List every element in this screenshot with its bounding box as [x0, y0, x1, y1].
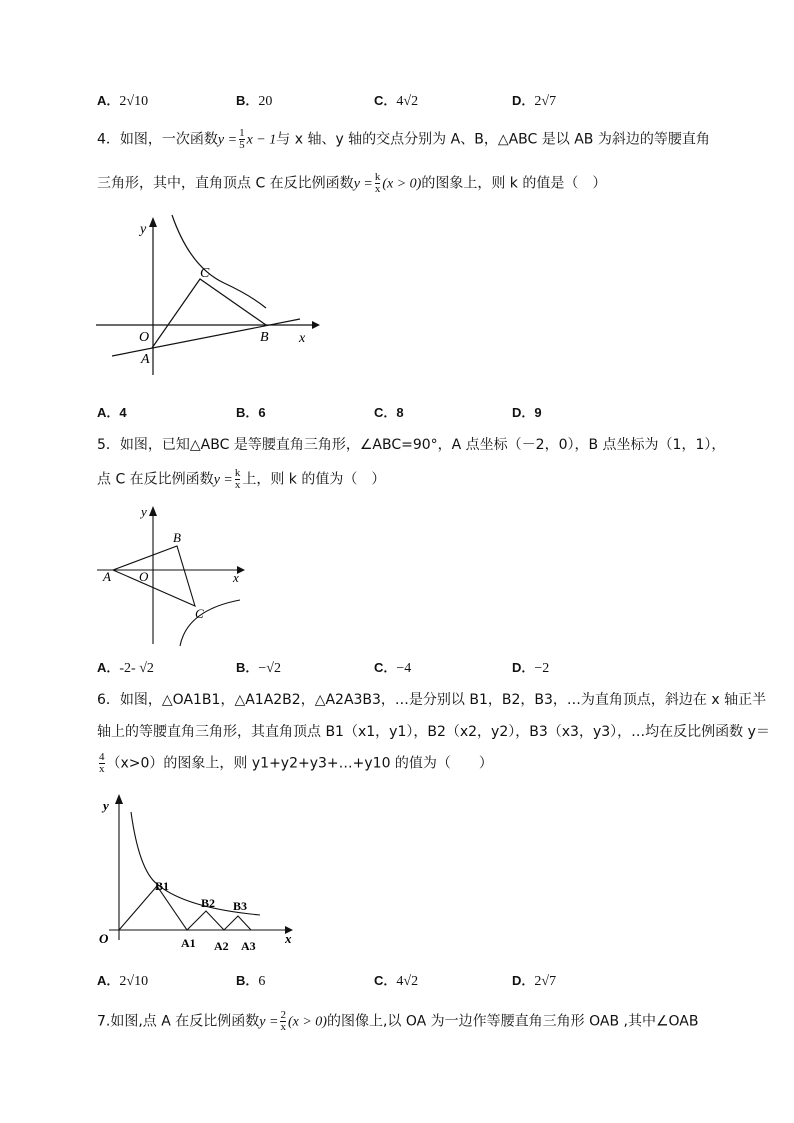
q6-option-b: B．6: [236, 973, 266, 989]
q4-label-x: x: [299, 331, 306, 346]
q5-label-o: O: [139, 569, 149, 584]
q5-y-arrow-icon: [149, 506, 157, 516]
q7-stem-line1: 7.如图,点 A 在反比例函数y = $\frac{2}{x}$ (x > 0)的图像上,以 OA 为一边作等腰直角三角形 OAB ,其中∠OAB: [97, 1009, 699, 1033]
q5-label-a: A: [103, 569, 111, 584]
q4-hyperbola: [172, 215, 266, 308]
q4-option-b: B．6: [236, 405, 266, 420]
q4-figure: [90, 205, 330, 380]
q6-label-x: x: [285, 931, 292, 946]
q4-fraction-k: $\frac{k}{x}$: [374, 171, 381, 195]
q6-stem-line2: 轴上的等腰直角三角形，其直角顶点 B1（x1，y1），B2（x2，y2），B3（x3，y3），…均在反比例函数 y＝: [97, 724, 770, 740]
q5-option-d: D．−2: [512, 660, 550, 676]
q4-stem-line2: 三角形，其中，直角顶点 C 在反比例函数y = $\frac{k}{x}$ (x > 0)的图象上，则 k 的值是（ ）: [97, 171, 607, 195]
q6-option-d: D．2√7: [512, 973, 557, 989]
q5-stem-line1: 5．如图，已知△ABC 是等腰直角三角形，∠ABC=90°，A 点坐标（－2，0），B 点坐标为（1，1），: [97, 437, 726, 453]
q5-label-y: y: [141, 504, 147, 519]
q4-label-y: y: [140, 222, 147, 237]
q6-label-b2: B2: [201, 896, 216, 910]
q4-option-c: C．8: [374, 405, 404, 420]
q5-fraction: $\frac{k}{x}$: [234, 467, 241, 491]
q6-option-a: A．2√10: [97, 973, 149, 989]
q6-label-a3: A3: [241, 939, 256, 953]
q4-label-b: B: [260, 330, 269, 345]
q3-option-a: A．2√10: [97, 93, 149, 109]
q4-stem-line1: 4．如图，一次函数y = $\frac{1}{5}$ x − 1与 x 轴、y 轴的交点分别为 A、B，△ABC 是以 AB 为斜边的等腰直角: [97, 127, 710, 151]
q4-option-d: D．9: [512, 405, 542, 420]
q3-option-d: D．2√7: [512, 93, 557, 109]
q5-label-c: C: [195, 606, 204, 621]
q6-label-a2: A2: [214, 939, 229, 953]
q5-stem-line2: 点 C 在反比例函数y = $\frac{k}{x}$ 上，则 k 的值为（ ）: [97, 467, 386, 491]
q6-y-arrow-icon: [115, 794, 123, 804]
q5-triangle-abc: [113, 546, 195, 606]
q6-label-b3: B3: [233, 899, 248, 913]
q4-label-a: A: [141, 352, 150, 367]
q5-option-b: B．−√2: [236, 660, 281, 676]
q4-x-arrow-icon: [312, 321, 320, 329]
q6-label-o: O: [99, 931, 109, 946]
q6-label-y: y: [103, 798, 109, 813]
q6-fraction: $\frac{4}{x}$: [99, 751, 105, 775]
q5-figure: [95, 500, 255, 648]
q4-option-a: A．4: [97, 405, 127, 420]
q7-fraction: $\frac{2}{x}$: [280, 1009, 286, 1033]
q3-option-c: C．4√2: [374, 93, 419, 109]
q5-hyperbola: [180, 600, 240, 646]
q6-label-a1: A1: [181, 936, 196, 950]
q6-option-c: C．4√2: [374, 973, 419, 989]
q5-option-a: A．-2- √2: [97, 660, 154, 676]
q3-option-b: B．20: [236, 93, 273, 109]
q4-triangle-abc: [152, 279, 266, 348]
q4-label-o: O: [139, 330, 150, 345]
q6-label-b1: B1: [155, 879, 170, 893]
q5-label-x: x: [233, 570, 239, 585]
q4-fraction: $\frac{1}{5}$: [239, 127, 245, 151]
q6-figure: [95, 790, 305, 955]
q5-option-c: C．−4: [374, 660, 412, 676]
q6-stem-line3: $\frac{4}{x}$ （x>0）的图象上，则 y1+y2+y3+…+y10 的值为（ ）: [99, 751, 493, 775]
q5-label-b: B: [173, 530, 181, 545]
q6-stem-line1: 6．如图，△OA1B1，△A1A2B2，△A2A3B3，…是分别以 B1，B2，B3，…为直角顶点，斜边在 x 轴正半: [97, 692, 767, 708]
q4-label-c: C: [200, 266, 210, 281]
q6-triangles: [119, 886, 251, 930]
q4-y-arrow-icon: [149, 217, 157, 227]
